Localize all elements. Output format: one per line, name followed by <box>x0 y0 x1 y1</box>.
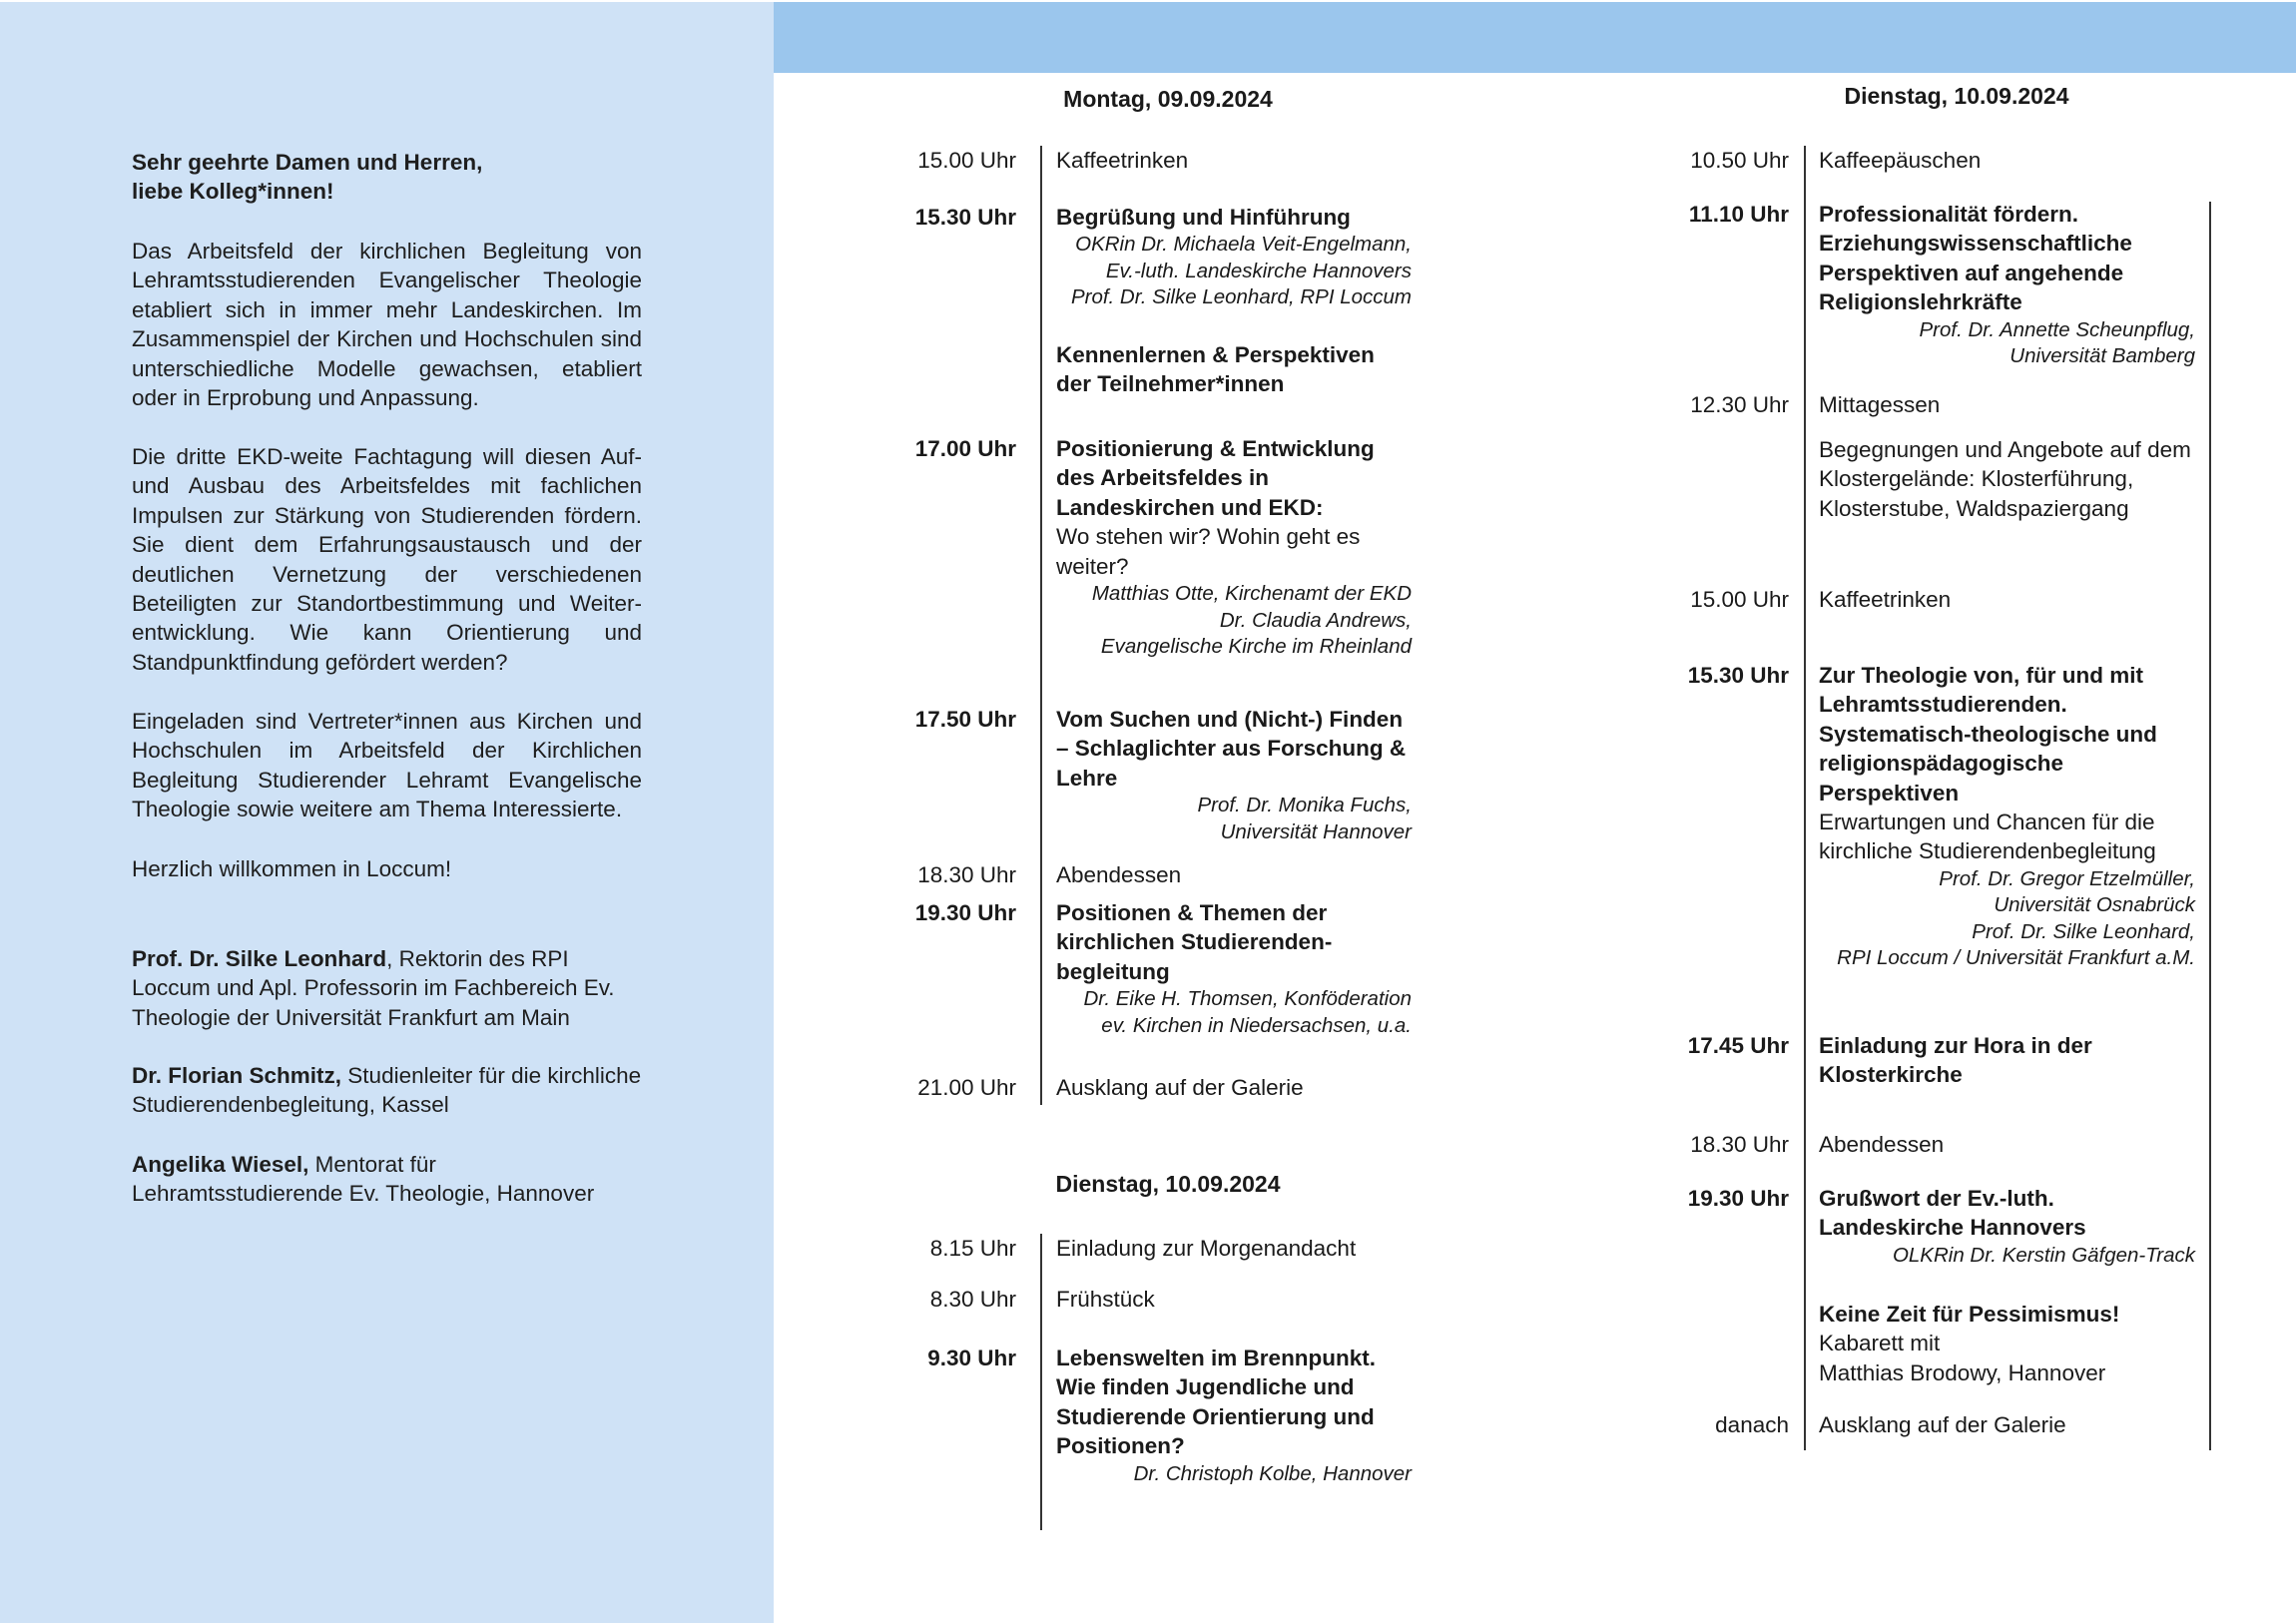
entry-speaker: Prof. Dr. Monika Fuchs, <box>1197 794 1412 817</box>
entry-title: Zur Theologie von, für und mit Lehramtsstudierenden. Systematisch-theologische und religionspädagogische Perspektiven <box>1819 663 2157 806</box>
entry-text: Kabarett mit <box>1819 1331 1941 1356</box>
entry-title: Keine Zeit für Pessimismus! <box>1819 1302 2120 1327</box>
entry-title: Professionalität fördern. Erziehungswissenschaftliche Perspektiven auf angehende Religionslehrkräfte <box>1819 202 2132 315</box>
entry-time: 15.00 Uhr <box>1690 587 1789 612</box>
entry-content <box>1819 435 2195 523</box>
organizer-name: Prof. Dr. Silke Leonhard <box>132 946 387 971</box>
entry-content <box>1819 1031 2195 1090</box>
entry-speaker: ev. Kirchen in Niedersachsen, u.a. <box>1101 1013 1412 1037</box>
entry-text: Ausklang auf der Galerie <box>1819 1412 2066 1437</box>
entry-content <box>1056 898 1412 1039</box>
entry-text: Ausklang auf der Galerie <box>1056 1075 1304 1100</box>
entry-text: Abendessen <box>1819 1132 1945 1157</box>
organizer <box>132 944 642 1032</box>
entry-content <box>1819 390 2195 419</box>
entry-title: Positionen & Themen der kirchlichen Studierenden-begleitung <box>1056 900 1333 984</box>
intro-paragraph: Das Arbeitsfeld der kirchlichen Begleitung von Lehramtsstudierenden Evangelischer Theologie etabliert sich in immer mehr Landeskirchen. Im Zusammenspiel der Kirchen und Hochschulen sind unterschiedliche Modelle gewachsen, etabliert oder in Erprobung und Anpassung. <box>132 239 642 411</box>
entry-speaker: Ev.-luth. Landeskirche Hannovers <box>1105 259 1412 282</box>
entry-text: Erwartungen und Chancen für die kirchliche Studierendenbegleitung <box>1819 810 2156 864</box>
entry-text: Begegnungen und Angebote auf dem Klostergelände: Klosterführung, Klosterstube, Waldspaziergang <box>1819 437 2191 521</box>
entry-content <box>1819 661 2195 972</box>
entry-time: danach <box>1715 1412 1789 1437</box>
entry-speaker: Universität Osnabrück <box>1994 893 2195 917</box>
entry-speaker: Dr. Eike H. Thomsen, Konföderation <box>1083 987 1412 1011</box>
entry-content <box>1819 585 2195 614</box>
entry-title: Kennenlernen & Perspektiven der Teilnehmer*innen <box>1056 342 1375 397</box>
entry-speaker: Universität Bamberg <box>2009 344 2195 368</box>
entry-text: Matthias Brodowy, Hannover <box>1819 1359 2106 1385</box>
greeting-line: liebe Kolleg*innen! <box>132 179 334 205</box>
entry-speaker: RPI Loccum / Universität Frankfurt a.M. <box>1837 946 2195 970</box>
entry-time: 15.30 Uhr <box>914 205 1016 230</box>
organizer-role: Studienleiter für die kirchliche Studierendenbegleitung, Kassel <box>132 1063 642 1118</box>
entry-time: 21.00 Uhr <box>917 1075 1016 1100</box>
entry-content <box>1819 1184 2195 1269</box>
entry-text: Frühstück <box>1056 1287 1155 1312</box>
timeline-divider <box>1040 1234 1042 1530</box>
entry-speaker: Evangelische Kirche im Rheinland <box>1100 635 1412 659</box>
organizer-role: Mentorat für Lehramtsstudierende Ev. Theologie, Hannover <box>132 1152 595 1207</box>
entry-time: 19.30 Uhr <box>1687 1186 1789 1211</box>
entry-speaker: Prof. Dr. Annette Scheunpflug, <box>1919 317 2195 341</box>
entry-time: 18.30 Uhr <box>1690 1132 1789 1157</box>
entry-title: Grußwort der Ev.-luth. Landeskirche Hannovers <box>1819 1186 2086 1241</box>
entry-speaker: Dr. Claudia Andrews, <box>1219 608 1412 632</box>
entry-text: Kaffeetrinken <box>1056 148 1189 173</box>
entry-speaker: Prof. Dr. Silke Leonhard, RPI Loccum <box>1070 285 1412 309</box>
entry-speaker: Matthias Otte, Kirchenamt der EKD <box>1091 582 1412 606</box>
entry-title: Vom Suchen und (Nicht-) Finden – Schlaglichter aus Forschung & Lehre <box>1056 707 1407 791</box>
header-band <box>774 2 2296 73</box>
entry-content <box>1819 146 2195 175</box>
entry-content <box>1819 1130 2195 1159</box>
entry-time: 8.30 Uhr <box>929 1287 1016 1312</box>
timeline-divider <box>1040 146 1042 1105</box>
entry-title: Begrüßung und Hinführung <box>1056 205 1351 230</box>
intro-paragraph: Die dritte EKD-weite Fachtagung will diesen Auf- und Ausbau des Arbeitsfeldes mit fachlichen Impulsen zur Stärkung von Studierenden fördern. Sie dient dem Erfahrungsaustausch und der deutlichen Vernetzung der verschiedenen Beteiligten zur Standortbestimmung und Weiter-entwicklung. Wie kann Orientierung und Standpunktfindung gefördert werden? <box>132 444 642 675</box>
entry-speaker: Dr. Christoph Kolbe, Hannover <box>1133 1461 1412 1485</box>
day-heading-tuesday-morning: Dienstag, 10.09.2024 <box>1055 1171 1281 1197</box>
entry-content <box>1056 705 1412 845</box>
entry-content <box>1056 434 1412 661</box>
entry-text: Mittagessen <box>1819 392 1941 417</box>
entry-content <box>1056 860 1412 889</box>
entry-title: Lebenswelten im Brennpunkt. Wie finden Jugendliche und Studierende Orientierung und Positionen? <box>1056 1346 1377 1459</box>
entry-time: 9.30 Uhr <box>927 1346 1016 1370</box>
entry-title: Positionierung & Entwicklung des Arbeitsfeldes in Landeskirchen und EKD: <box>1056 436 1375 520</box>
entry-speaker: OKRin Dr. Michaela Veit-Engelmann, <box>1075 233 1412 257</box>
welcome-text: Herzlich willkommen in Loccum! <box>132 856 452 881</box>
entry-text: Wo stehen wir? Wohin geht es weiter? <box>1056 524 1361 579</box>
entry-time: 17.50 Uhr <box>914 707 1016 732</box>
entry-time: 8.15 Uhr <box>929 1236 1016 1261</box>
entry-time: 12.30 Uhr <box>1690 392 1789 417</box>
entry-content <box>1056 1073 1412 1102</box>
entry-time: 15.30 Uhr <box>1687 663 1789 688</box>
entry-content <box>1819 1300 2195 1387</box>
entry-content <box>1056 1234 1412 1263</box>
entry-title: Einladung zur Hora in der Klosterkirche <box>1819 1033 2092 1088</box>
entry-time: 17.45 Uhr <box>1687 1033 1789 1058</box>
organizer-role: , Rektorin des RPI Loccum und Apl. Professorin im Fachbereich Ev. Theologie der Universität Frankfurt am Main <box>132 946 615 1030</box>
entry-time: 18.30 Uhr <box>917 862 1016 887</box>
entry-time: 11.10 Uhr <box>1688 202 1789 227</box>
entry-content <box>1819 200 2195 370</box>
entry-time: 19.30 Uhr <box>914 900 1016 925</box>
entry-time: 17.00 Uhr <box>914 436 1016 461</box>
organizer-name: Angelika Wiesel, <box>132 1152 309 1177</box>
entry-content <box>1056 1285 1412 1314</box>
entry-text: Abendessen <box>1056 862 1182 887</box>
entry-text: Kaffeepäuschen <box>1819 148 1982 173</box>
organizer-name: Dr. Florian Schmitz, <box>132 1063 342 1088</box>
intro-paragraph: Eingeladen sind Vertreter*innen aus Kirchen und Hochschulen im Arbeitsfeld der Kirchlichen Begleitung Studierender Lehramt Evangelische Theologie sowie weitere am Thema Interessierte. <box>132 709 642 822</box>
timeline-divider <box>1804 146 1806 1450</box>
entry-speaker: Universität Hannover <box>1220 819 1412 843</box>
greeting-line: Sehr geehrte Damen und Herren, <box>132 150 483 175</box>
entry-text: Einladung zur Morgenandacht <box>1056 1236 1357 1261</box>
day-heading-monday: Montag, 09.09.2024 <box>1063 86 1273 112</box>
entry-time: 15.00 Uhr <box>917 148 1016 173</box>
day-heading-tuesday: Dienstag, 10.09.2024 <box>1844 83 2069 109</box>
entry-time: 10.50 Uhr <box>1690 148 1789 173</box>
entry-speaker: Prof. Dr. Silke Leonhard, <box>1972 919 2195 943</box>
entry-content <box>1819 1410 2195 1439</box>
entry-speaker: OLKRin Dr. Kerstin Gäfgen-Track <box>1892 1243 2195 1267</box>
entry-text: Kaffeetrinken <box>1819 587 1952 612</box>
timeline-border <box>2209 202 2211 1450</box>
entry-speaker: Prof. Dr. Gregor Etzelmüller, <box>1939 866 2195 890</box>
